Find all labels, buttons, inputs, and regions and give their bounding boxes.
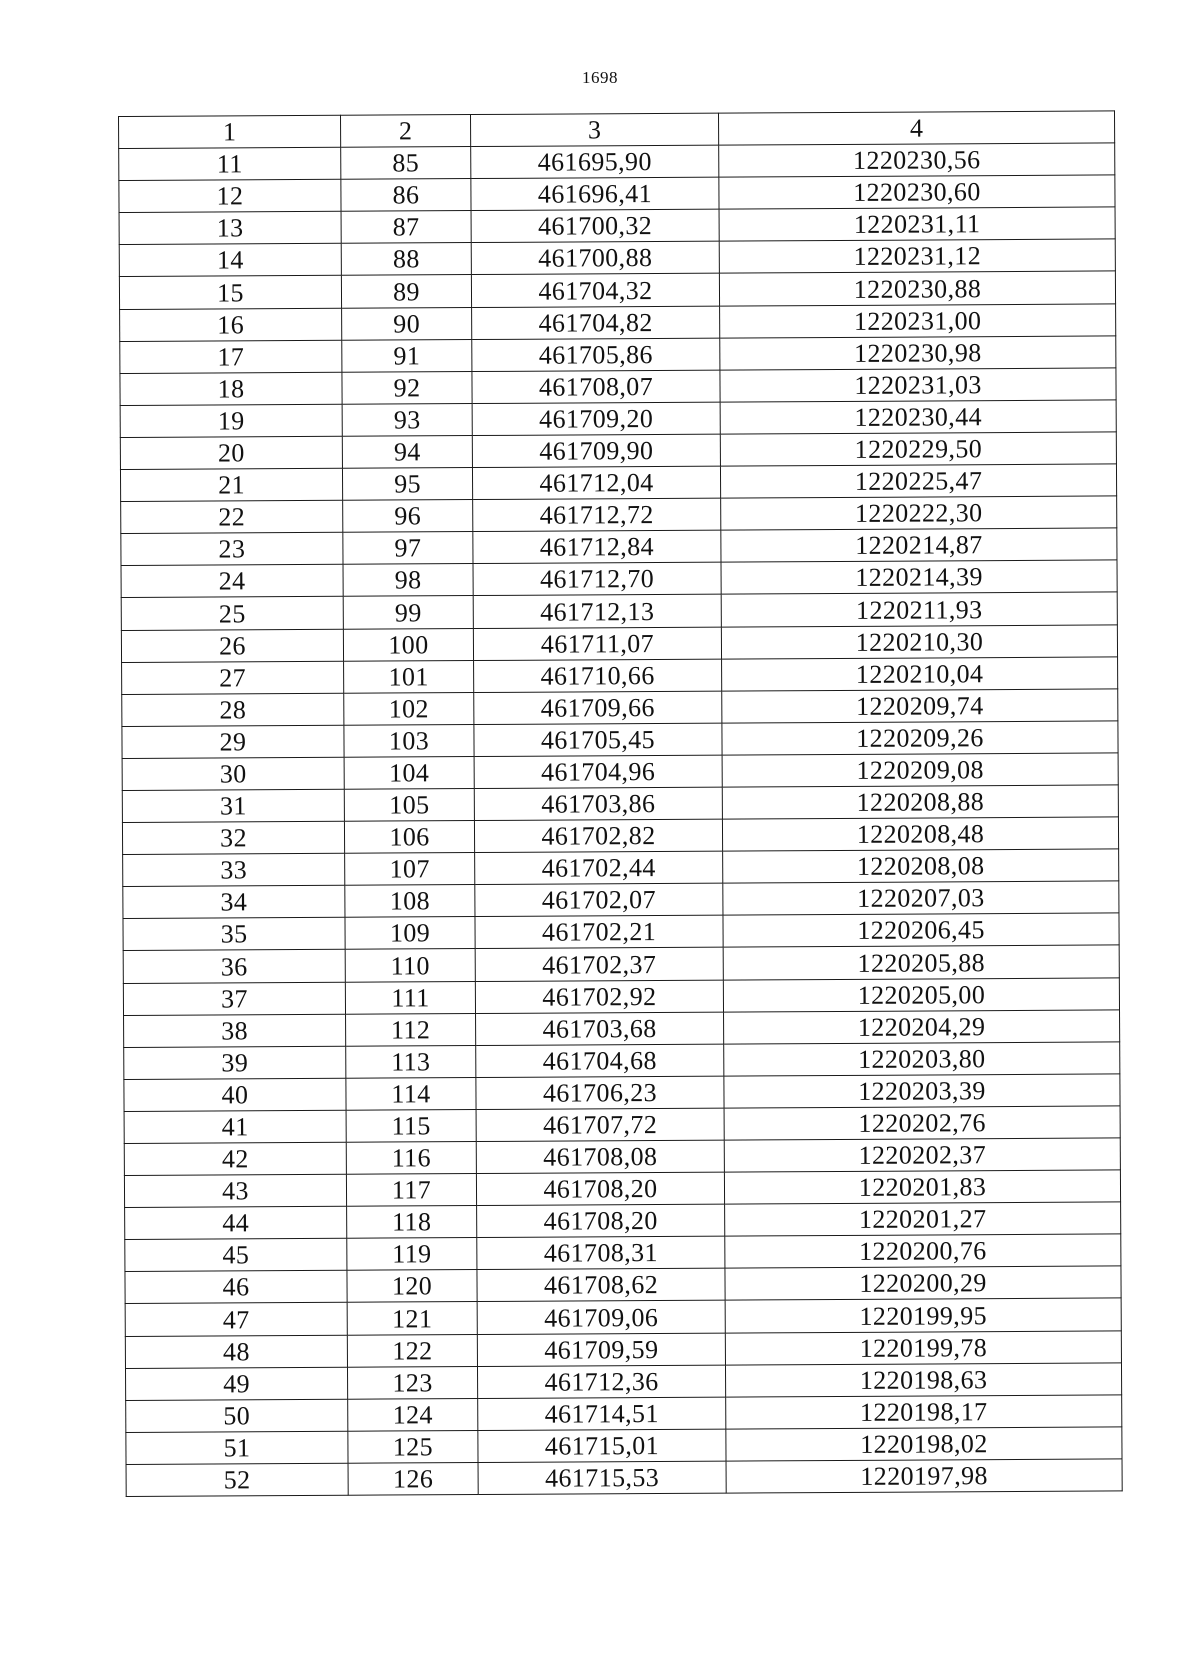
point-number-cell: 106 bbox=[344, 821, 474, 854]
x-coordinate-cell: 461702,07 bbox=[475, 883, 723, 916]
point-number-cell: 96 bbox=[343, 500, 473, 533]
point-number-cell: 125 bbox=[348, 1430, 478, 1463]
row-index-cell: 47 bbox=[125, 1303, 347, 1336]
y-coordinate-cell: 1220210,30 bbox=[721, 624, 1117, 658]
y-coordinate-cell: 1220202,76 bbox=[724, 1106, 1120, 1140]
table-row bbox=[125, 1266, 1121, 1304]
y-coordinate-cell: 1220199,78 bbox=[725, 1330, 1121, 1364]
table-row bbox=[122, 721, 1118, 759]
x-coordinate-cell: 461709,59 bbox=[477, 1333, 725, 1366]
x-coordinate-cell: 461702,44 bbox=[475, 851, 723, 884]
table-row bbox=[123, 881, 1119, 919]
point-number-cell: 126 bbox=[348, 1462, 478, 1495]
point-number-cell: 105 bbox=[344, 788, 474, 821]
y-coordinate-cell: 1220222,30 bbox=[721, 496, 1117, 530]
row-index-cell: 16 bbox=[120, 308, 342, 341]
row-index-cell: 19 bbox=[120, 404, 342, 437]
y-coordinate-cell: 1220200,76 bbox=[725, 1234, 1121, 1268]
row-index-cell: 28 bbox=[122, 693, 344, 726]
point-number-cell: 107 bbox=[345, 853, 475, 886]
y-coordinate-cell: 1220198,02 bbox=[726, 1427, 1122, 1461]
row-index-cell: 14 bbox=[119, 244, 341, 277]
table-row bbox=[122, 785, 1118, 823]
y-coordinate-cell: 1220231,03 bbox=[720, 368, 1116, 402]
point-number-cell: 95 bbox=[342, 468, 472, 501]
row-index-cell: 45 bbox=[125, 1239, 347, 1272]
x-coordinate-cell: 461712,04 bbox=[472, 466, 720, 499]
x-coordinate-cell: 461712,13 bbox=[473, 595, 721, 628]
y-coordinate-cell: 1220231,12 bbox=[719, 239, 1115, 273]
row-index-cell: 13 bbox=[119, 212, 341, 245]
x-coordinate-cell: 461700,32 bbox=[471, 209, 719, 242]
x-coordinate-cell: 461702,82 bbox=[474, 819, 722, 852]
point-number-cell: 122 bbox=[347, 1334, 477, 1367]
x-coordinate-cell: 461708,31 bbox=[477, 1236, 725, 1269]
table-row bbox=[119, 207, 1115, 245]
row-index-cell: 23 bbox=[121, 532, 343, 565]
point-number-cell: 85 bbox=[341, 147, 471, 180]
table-row bbox=[124, 1138, 1120, 1176]
table-row bbox=[126, 1459, 1122, 1497]
point-number-cell: 87 bbox=[341, 211, 471, 244]
row-index-cell: 49 bbox=[125, 1367, 347, 1400]
point-number-cell: 92 bbox=[342, 371, 472, 404]
y-coordinate-cell: 1220205,00 bbox=[723, 977, 1119, 1011]
table-body bbox=[119, 111, 1123, 1497]
y-coordinate-cell: 1220230,88 bbox=[719, 271, 1115, 305]
x-coordinate-cell: 461714,51 bbox=[478, 1397, 726, 1430]
y-coordinate-cell: 1220229,50 bbox=[720, 432, 1116, 466]
y-coordinate-cell: 1220209,74 bbox=[722, 689, 1118, 723]
y-coordinate-cell: 1220203,39 bbox=[724, 1074, 1120, 1108]
table-row bbox=[125, 1363, 1121, 1401]
x-coordinate-cell: 461704,32 bbox=[471, 274, 719, 307]
y-coordinate-cell: 1220208,48 bbox=[722, 817, 1118, 851]
table-row bbox=[126, 1395, 1122, 1433]
point-number-cell: 114 bbox=[346, 1077, 476, 1110]
y-coordinate-cell: 1220201,27 bbox=[725, 1202, 1121, 1236]
point-number-cell: 86 bbox=[341, 179, 471, 212]
x-coordinate-cell: 461711,07 bbox=[473, 627, 721, 660]
x-coordinate-cell: 461708,62 bbox=[477, 1269, 725, 1302]
row-index-cell: 48 bbox=[125, 1335, 347, 1368]
table-row bbox=[125, 1202, 1121, 1240]
x-coordinate-cell: 461704,82 bbox=[472, 306, 720, 339]
table-row bbox=[120, 303, 1116, 341]
point-number-cell: 113 bbox=[346, 1045, 476, 1078]
x-coordinate-cell: 461712,72 bbox=[473, 498, 721, 531]
point-number-cell: 110 bbox=[345, 949, 475, 982]
table-row bbox=[121, 496, 1117, 534]
x-coordinate-cell: 461704,68 bbox=[476, 1044, 724, 1077]
y-coordinate-cell: 1220200,29 bbox=[725, 1266, 1121, 1300]
table-row bbox=[120, 464, 1116, 502]
table-row bbox=[121, 592, 1117, 630]
table-row bbox=[122, 753, 1118, 791]
table-row bbox=[123, 945, 1119, 983]
row-index-cell: 11 bbox=[119, 147, 341, 180]
point-number-cell: 117 bbox=[346, 1174, 476, 1207]
x-coordinate-cell: 461715,53 bbox=[478, 1461, 726, 1494]
x-coordinate-cell: 461705,45 bbox=[474, 723, 722, 756]
row-index-cell: 17 bbox=[120, 340, 342, 373]
y-coordinate-cell: 1220198,17 bbox=[726, 1395, 1122, 1429]
row-index-cell: 24 bbox=[121, 565, 343, 598]
x-coordinate-cell: 461695,90 bbox=[471, 145, 719, 178]
x-coordinate-cell: 461703,68 bbox=[476, 1012, 724, 1045]
row-index-cell: 39 bbox=[124, 1046, 346, 1079]
table-row bbox=[125, 1298, 1121, 1336]
table-row bbox=[119, 143, 1115, 181]
x-coordinate-cell: 461700,88 bbox=[471, 242, 719, 275]
table-row bbox=[125, 1330, 1121, 1368]
table-row bbox=[126, 1427, 1122, 1465]
column-header-1: 1 bbox=[119, 115, 341, 148]
point-number-cell: 88 bbox=[341, 243, 471, 276]
y-coordinate-cell: 1220209,26 bbox=[722, 721, 1118, 755]
row-index-cell: 29 bbox=[122, 725, 344, 758]
table-row bbox=[119, 239, 1115, 277]
row-index-cell: 27 bbox=[122, 661, 344, 694]
point-number-cell: 111 bbox=[345, 981, 475, 1014]
point-number-cell: 103 bbox=[344, 724, 474, 757]
point-number-cell: 90 bbox=[342, 307, 472, 340]
x-coordinate-cell: 461702,92 bbox=[475, 980, 723, 1013]
row-index-cell: 31 bbox=[122, 789, 344, 822]
table-row bbox=[125, 1234, 1121, 1272]
x-coordinate-cell: 461706,23 bbox=[476, 1076, 724, 1109]
row-index-cell: 18 bbox=[120, 372, 342, 405]
row-index-cell: 46 bbox=[125, 1271, 347, 1304]
row-index-cell: 41 bbox=[124, 1110, 346, 1143]
point-number-cell: 104 bbox=[344, 756, 474, 789]
x-coordinate-cell: 461708,20 bbox=[477, 1204, 725, 1237]
y-coordinate-cell: 1220210,04 bbox=[722, 657, 1118, 691]
x-coordinate-cell: 461702,21 bbox=[475, 915, 723, 948]
row-index-cell: 42 bbox=[124, 1142, 346, 1175]
row-index-cell: 50 bbox=[126, 1399, 348, 1432]
row-index-cell: 52 bbox=[126, 1463, 348, 1496]
point-number-cell: 116 bbox=[346, 1142, 476, 1175]
table-row bbox=[123, 977, 1119, 1015]
point-number-cell: 102 bbox=[344, 692, 474, 725]
row-index-cell: 25 bbox=[121, 597, 343, 630]
row-index-cell: 20 bbox=[120, 436, 342, 469]
y-coordinate-cell: 1220230,44 bbox=[720, 400, 1116, 434]
row-index-cell: 43 bbox=[124, 1174, 346, 1207]
y-coordinate-cell: 1220214,87 bbox=[721, 528, 1117, 562]
y-coordinate-cell: 1220203,80 bbox=[724, 1042, 1120, 1076]
y-coordinate-cell: 1220204,29 bbox=[724, 1010, 1120, 1044]
y-coordinate-cell: 1220208,08 bbox=[723, 849, 1119, 883]
point-number-cell: 119 bbox=[347, 1238, 477, 1271]
column-header-4: 4 bbox=[718, 111, 1114, 145]
x-coordinate-cell: 461708,20 bbox=[476, 1172, 724, 1205]
x-coordinate-cell: 461709,90 bbox=[472, 434, 720, 467]
table-row bbox=[123, 913, 1119, 951]
y-coordinate-cell: 1220199,95 bbox=[725, 1298, 1121, 1332]
y-coordinate-cell: 1220230,98 bbox=[720, 336, 1116, 370]
point-number-cell: 100 bbox=[343, 628, 473, 661]
y-coordinate-cell: 1220207,03 bbox=[723, 881, 1119, 915]
y-coordinate-cell: 1220205,88 bbox=[723, 945, 1119, 979]
x-coordinate-cell: 461712,36 bbox=[477, 1365, 725, 1398]
table-row bbox=[124, 1010, 1120, 1048]
y-coordinate-cell: 1220197,98 bbox=[726, 1459, 1122, 1493]
x-coordinate-cell: 461709,66 bbox=[474, 691, 722, 724]
table-row bbox=[124, 1106, 1120, 1144]
table-row bbox=[120, 368, 1116, 406]
x-coordinate-cell: 461703,86 bbox=[474, 787, 722, 820]
y-coordinate-cell: 1220231,00 bbox=[720, 303, 1116, 337]
column-header-2: 2 bbox=[340, 115, 470, 148]
y-coordinate-cell: 1220202,37 bbox=[724, 1138, 1120, 1172]
y-coordinate-cell: 1220230,56 bbox=[719, 143, 1115, 177]
table-row bbox=[124, 1074, 1120, 1112]
table-row bbox=[120, 400, 1116, 438]
row-index-cell: 21 bbox=[120, 468, 342, 501]
row-index-cell: 40 bbox=[124, 1078, 346, 1111]
table-row bbox=[120, 432, 1116, 470]
x-coordinate-cell: 461710,66 bbox=[474, 659, 722, 692]
point-number-cell: 97 bbox=[343, 532, 473, 565]
x-coordinate-cell: 461712,84 bbox=[473, 530, 721, 563]
table-row bbox=[121, 528, 1117, 566]
point-number-cell: 99 bbox=[343, 596, 473, 629]
x-coordinate-cell: 461705,86 bbox=[472, 338, 720, 371]
row-index-cell: 30 bbox=[122, 757, 344, 790]
row-index-cell: 15 bbox=[119, 276, 341, 309]
table-row bbox=[123, 849, 1119, 887]
row-index-cell: 35 bbox=[123, 918, 345, 951]
row-index-cell: 22 bbox=[121, 500, 343, 533]
point-number-cell: 121 bbox=[347, 1302, 477, 1335]
x-coordinate-cell: 461709,20 bbox=[472, 402, 720, 435]
x-coordinate-cell: 461715,01 bbox=[478, 1429, 726, 1462]
table-row bbox=[124, 1042, 1120, 1080]
point-number-cell: 108 bbox=[345, 885, 475, 918]
point-number-cell: 109 bbox=[345, 917, 475, 950]
row-index-cell: 34 bbox=[123, 885, 345, 918]
row-index-cell: 32 bbox=[122, 821, 344, 854]
y-coordinate-cell: 1220206,45 bbox=[723, 913, 1119, 947]
x-coordinate-cell: 461708,08 bbox=[476, 1140, 724, 1173]
point-number-cell: 94 bbox=[342, 435, 472, 468]
table-row bbox=[121, 624, 1117, 662]
row-index-cell: 38 bbox=[124, 1014, 346, 1047]
point-number-cell: 115 bbox=[346, 1109, 476, 1142]
point-number-cell: 93 bbox=[342, 403, 472, 436]
x-coordinate-cell: 461709,06 bbox=[477, 1301, 725, 1334]
x-coordinate-cell: 461712,70 bbox=[473, 562, 721, 595]
table-row bbox=[124, 1170, 1120, 1208]
x-coordinate-cell: 461696,41 bbox=[471, 177, 719, 210]
table-row bbox=[122, 689, 1118, 727]
x-coordinate-cell: 461704,96 bbox=[474, 755, 722, 788]
point-number-cell: 112 bbox=[346, 1013, 476, 1046]
x-coordinate-cell: 461708,07 bbox=[472, 370, 720, 403]
point-number-cell: 124 bbox=[348, 1398, 478, 1431]
x-coordinate-cell: 461707,72 bbox=[476, 1108, 724, 1141]
row-index-cell: 33 bbox=[123, 853, 345, 886]
point-number-cell: 89 bbox=[341, 275, 471, 308]
y-coordinate-cell: 1220209,08 bbox=[722, 753, 1118, 787]
y-coordinate-cell: 1220211,93 bbox=[721, 592, 1117, 626]
point-number-cell: 118 bbox=[347, 1206, 477, 1239]
page-number: 1698 bbox=[582, 68, 618, 87]
row-index-cell: 26 bbox=[121, 629, 343, 662]
y-coordinate-cell: 1220225,47 bbox=[720, 464, 1116, 498]
column-header-3: 3 bbox=[470, 113, 718, 146]
point-number-cell: 91 bbox=[342, 339, 472, 372]
point-number-cell: 123 bbox=[347, 1366, 477, 1399]
table-row bbox=[122, 817, 1118, 855]
y-coordinate-cell: 1220214,39 bbox=[721, 560, 1117, 594]
point-number-cell: 101 bbox=[344, 660, 474, 693]
table-row bbox=[122, 657, 1118, 695]
y-coordinate-cell: 1220208,88 bbox=[722, 785, 1118, 819]
row-index-cell: 12 bbox=[119, 179, 341, 212]
row-index-cell: 44 bbox=[125, 1206, 347, 1239]
y-coordinate-cell: 1220201,83 bbox=[724, 1170, 1120, 1204]
point-number-cell: 98 bbox=[343, 564, 473, 597]
row-index-cell: 51 bbox=[126, 1431, 348, 1464]
y-coordinate-cell: 1220231,11 bbox=[719, 207, 1115, 241]
table-row bbox=[119, 175, 1115, 213]
y-coordinate-cell: 1220198,63 bbox=[725, 1363, 1121, 1397]
coordinates-table bbox=[118, 110, 1123, 1497]
row-index-cell: 37 bbox=[123, 982, 345, 1015]
table-row bbox=[121, 560, 1117, 598]
point-number-cell: 120 bbox=[347, 1270, 477, 1303]
table-row bbox=[119, 271, 1115, 309]
row-index-cell: 36 bbox=[123, 950, 345, 983]
y-coordinate-cell: 1220230,60 bbox=[719, 175, 1115, 209]
x-coordinate-cell: 461702,37 bbox=[475, 948, 723, 981]
table-row bbox=[120, 336, 1116, 374]
